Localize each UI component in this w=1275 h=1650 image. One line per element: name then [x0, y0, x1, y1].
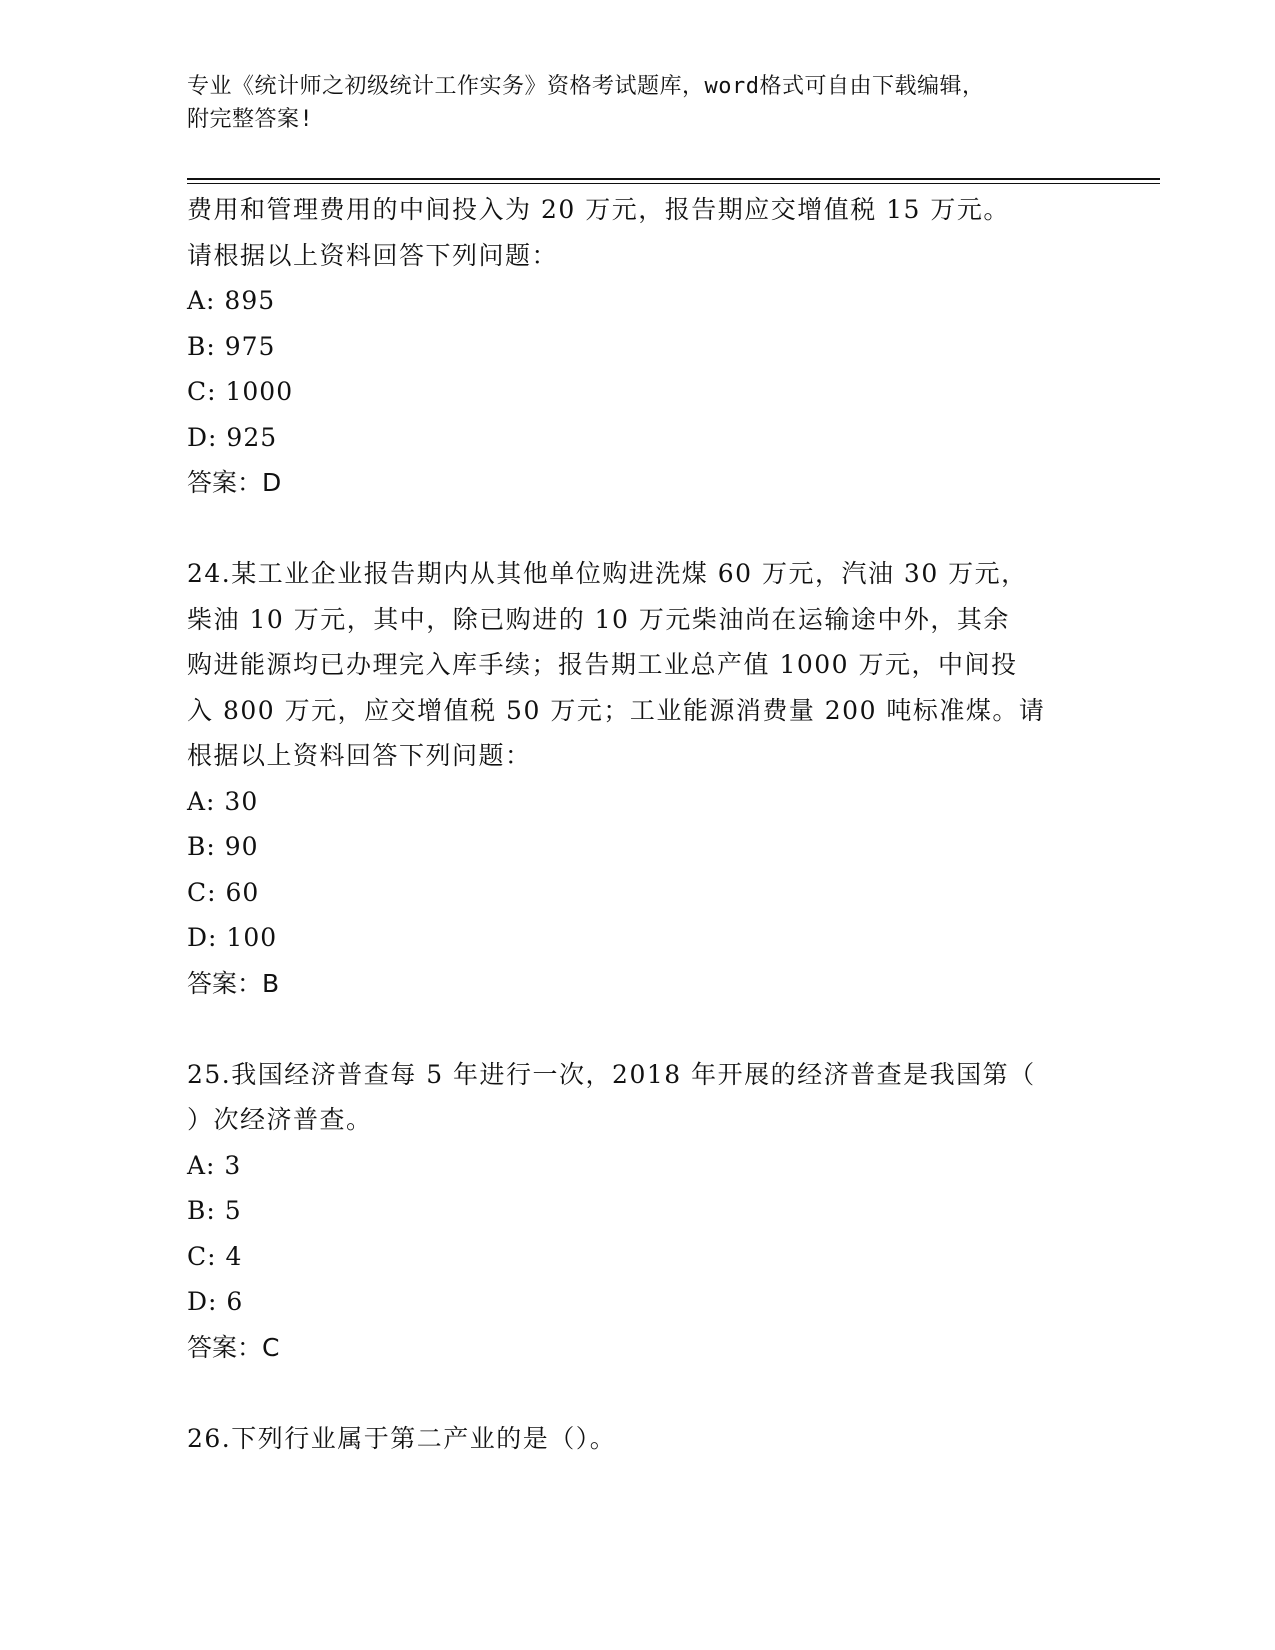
- question-text-line: 费用和管理费用的中间投入为 20 万元，报告期应交增值税 15 万元。: [187, 195, 1010, 224]
- answer: 答案：D: [187, 468, 282, 497]
- option-c: C: 4: [187, 1241, 243, 1271]
- option-c: C: 1000: [187, 377, 294, 406]
- question-text-line: 入 800 万元，应交增值税 50 万元；工业能源消费量 200 吨标准煤。请: [187, 695, 1046, 725]
- question-text-line: 根据以上资料回答下列问题：: [187, 741, 532, 770]
- option-c: C: 60: [187, 877, 260, 907]
- question-25: [187, 1052, 1107, 1371]
- option-d: D: 925: [187, 422, 278, 452]
- question-text-line: 25.我国经济普查每 5 年进行一次，2018 年开展的经济普查是我国第（: [187, 1059, 1036, 1089]
- header-divider-thin: [187, 183, 1160, 184]
- question-text-line: 请根据以上资料回答下列问题：: [187, 240, 559, 270]
- spacer: [187, 506, 1107, 552]
- option-a: A: 3: [187, 1150, 242, 1180]
- answer: 答案：C: [187, 1332, 280, 1362]
- option-b: B: 5: [187, 1196, 242, 1225]
- question-text-line: 柴油 10 万元，其中，除已购进的 10 万元柴油尚在运输途中外，其余: [187, 604, 1010, 634]
- option-b: B: 90: [187, 832, 259, 861]
- question-23-continued: [187, 187, 1107, 506]
- header-divider-thick: [187, 178, 1160, 180]
- question-text-line: 24.某工业企业报告期内从其他单位购进洗煤 60 万元，汽油 30 万元，: [187, 559, 1028, 588]
- option-a: A: 895: [187, 286, 276, 315]
- option-a: A: 30: [187, 786, 259, 816]
- header-line-2: 附完整答案!: [187, 107, 314, 132]
- document-header: [187, 70, 1107, 136]
- question-24: [187, 551, 1107, 1006]
- question-26: [187, 1416, 1107, 1462]
- question-text-line: ）次经济普查。: [187, 1105, 373, 1134]
- option-d: D: 6: [187, 1287, 244, 1316]
- header-line-1: 专业《统计师之初级统计工作实务》资格考试题库，word格式可自由下载编辑，: [187, 74, 985, 99]
- spacer: [187, 1370, 1107, 1416]
- question-text-line: 26.下列行业属于第二产业的是（）。: [187, 1423, 617, 1453]
- option-b: B: 975: [187, 331, 276, 361]
- question-list: [187, 187, 1107, 1461]
- answer: 答案：B: [187, 968, 280, 998]
- spacer: [187, 1006, 1107, 1052]
- option-d: D: 100: [187, 923, 278, 952]
- question-text-line: 购进能源均已办理完入库手续；报告期工业总产值 1000 万元，中间投: [187, 650, 1018, 679]
